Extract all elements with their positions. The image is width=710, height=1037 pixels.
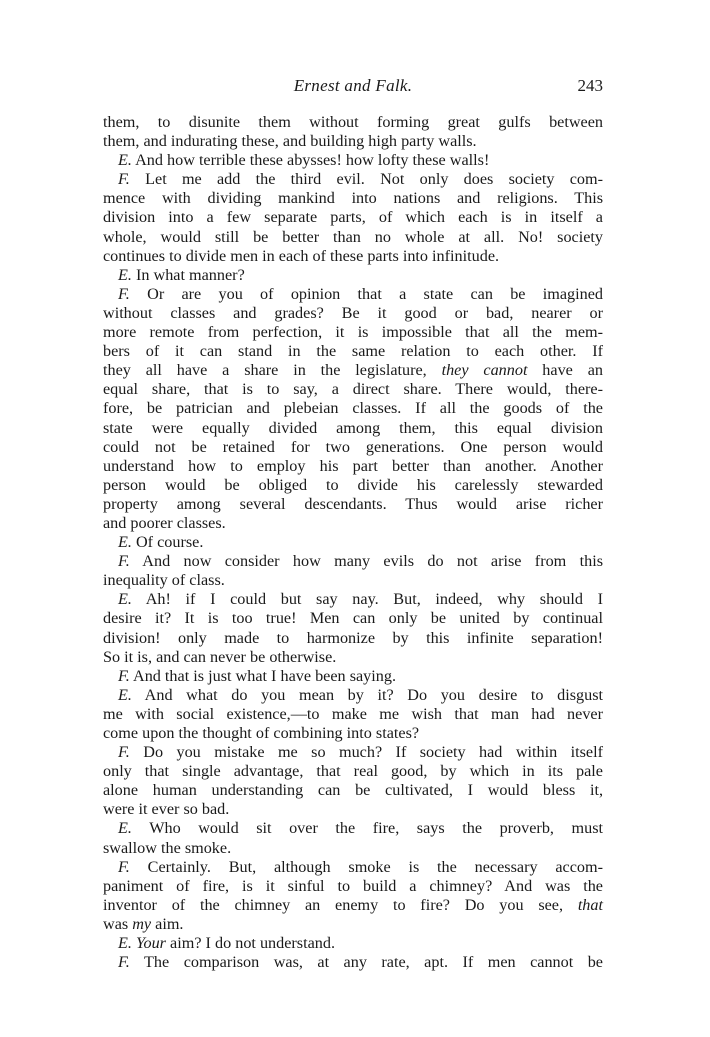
line-text: were it ever so bad. <box>103 800 230 819</box>
text-line <box>103 686 603 705</box>
body-text <box>103 113 603 972</box>
page-number: 243 <box>577 76 603 95</box>
line-text: more remote from perfection, it is impossible that all the mem- <box>103 323 603 342</box>
text-line <box>103 819 603 838</box>
text-line <box>103 858 603 877</box>
speaker-label: E. <box>118 934 132 953</box>
text-line <box>103 609 603 628</box>
line-text: inventor of the chimney an enemy to fire? Do you see, that <box>103 895 603 914</box>
text-line <box>103 571 603 590</box>
text-line <box>103 247 603 266</box>
text-line <box>103 361 603 380</box>
text-line <box>103 724 603 743</box>
line-text: Do you mistake me so much? If society had within itself <box>129 743 603 762</box>
text-line <box>103 915 603 934</box>
speaker-label: E. <box>118 151 132 170</box>
speaker-label: F. <box>118 857 130 876</box>
speaker-label: E. <box>118 265 132 284</box>
text-line <box>103 113 603 132</box>
line-text: So it is, and can never be otherwise. <box>103 647 337 666</box>
text-line <box>103 342 603 361</box>
speaker-label: E. <box>118 685 132 704</box>
text-line <box>103 877 603 896</box>
line-text: come upon the thought of combining into states? <box>103 724 420 742</box>
text-line <box>103 266 603 285</box>
line-text: they all have a share in the legislature, they cannot have an <box>103 361 603 380</box>
line-text: understand how to employ his part better than another. Another <box>103 456 603 475</box>
speaker-label: F. <box>118 666 130 685</box>
text-line <box>103 151 603 170</box>
line-text: paniment of fire, is it sinful to build a chimney? And was the <box>103 876 603 895</box>
line-text: The comparison was, at any rate, apt. If men cannot be <box>129 953 603 972</box>
line-text: bers of it can stand in the same relation to each other. If <box>103 342 603 361</box>
line-text: was my aim. <box>103 914 184 933</box>
text-line <box>103 132 603 151</box>
speaker-label: F. <box>118 284 130 303</box>
text-line <box>103 629 603 648</box>
line-text: state were equally divided among them, this equal division <box>103 418 603 437</box>
line-text: Of course. <box>131 533 204 552</box>
line-text: desire it? It is too true! Men can only be united by continual <box>103 609 603 628</box>
line-text: them, and indurating these, and building high party walls. <box>103 132 477 151</box>
line-text: And how terrible these abysses! how lofty these walls! <box>131 151 490 170</box>
text-line <box>103 189 603 208</box>
text-line <box>103 953 603 972</box>
text-line <box>103 476 603 495</box>
line-text: equal share, that is to say, a direct share. There would, there- <box>103 380 603 399</box>
line-text: And what do you mean by it? Do you desire to disgust <box>131 685 603 704</box>
text-line <box>103 495 603 514</box>
text-line <box>103 781 603 800</box>
line-text: inequality of class. <box>103 571 225 590</box>
text-line <box>103 839 603 858</box>
line-text: Your aim? I do not understand. <box>135 934 336 953</box>
running-head <box>103 76 603 100</box>
text-line <box>103 533 603 552</box>
text-line <box>103 304 603 323</box>
speaker-label: E. <box>118 533 132 552</box>
text-line <box>103 552 603 571</box>
line-text: In what manner? <box>131 265 245 284</box>
line-text: swallow the smoke. <box>103 838 232 857</box>
line-text: division! only made to harmonize by this infinite separation! <box>103 628 603 647</box>
line-text: without classes and grades? Be it good or bad, nearer or <box>103 303 603 322</box>
text-line <box>103 743 603 762</box>
text-line <box>103 208 603 227</box>
line-text: Who would sit over the fire, says the proverb, must <box>131 819 603 838</box>
line-text: only that single advantage, that real good, by which in its pale <box>103 762 603 781</box>
line-text: mence with dividing mankind into nations and religions. This <box>103 189 603 208</box>
speaker-label: F. <box>118 743 130 762</box>
line-text: property among several descendants. Thus would arise richer <box>103 494 603 513</box>
line-text: division into a few separate parts, of which each is in itself a <box>103 208 603 227</box>
text-line <box>103 705 603 724</box>
text-line <box>103 380 603 399</box>
text-line <box>103 896 603 915</box>
line-text: Let me add the third evil. Not only does society com- <box>129 170 603 189</box>
line-text: And that is just what I have been saying. <box>129 666 397 685</box>
text-line <box>103 667 603 686</box>
text-line <box>103 228 603 247</box>
text-line <box>103 399 603 418</box>
line-text: Certainly. But, although smoke is the necessary accom- <box>129 857 603 876</box>
text-line <box>103 457 603 476</box>
line-text: alone human understanding can be cultivated, I would bless it, <box>103 781 603 800</box>
line-text: me with social existence,—to make me wish that man had never <box>103 704 603 723</box>
speaker-label: E. <box>118 590 132 609</box>
text-line <box>103 323 603 342</box>
line-text: Or are you of opinion that a state can be imagined <box>129 284 603 303</box>
line-text: Ah! if I could but say nay. But, indeed, why should I <box>131 590 603 609</box>
text-line <box>103 934 603 953</box>
text-line <box>103 514 603 533</box>
running-title: Ernest and Falk. <box>293 76 413 95</box>
line-text: whole, would still be better than no whole at all. No! society <box>103 227 603 246</box>
line-text: fore, be patrician and plebeian classes. If all the goods of the <box>103 399 603 418</box>
line-text: and poorer classes. <box>103 513 226 532</box>
speaker-label: F. <box>118 953 130 972</box>
speaker-label: E. <box>118 819 132 838</box>
text-line <box>103 590 603 609</box>
text-line <box>103 170 603 189</box>
text-line <box>103 762 603 781</box>
speaker-label: F. <box>118 170 130 189</box>
line-text: And now consider how many evils do not arise from this <box>129 552 603 571</box>
line-text: could not be retained for two generations. One person would <box>103 437 603 456</box>
text-line <box>103 800 603 819</box>
speaker-label: F. <box>118 552 130 571</box>
text-line <box>103 285 603 304</box>
text-line <box>103 419 603 438</box>
text-line <box>103 648 603 667</box>
line-text: them, to disunite them without forming great gulfs between <box>103 113 603 131</box>
line-text: continues to divide men in each of these parts into infinitude. <box>103 246 500 265</box>
text-line <box>103 438 603 457</box>
line-text: person would be obliged to divide his carelessly stewarded <box>103 475 603 494</box>
